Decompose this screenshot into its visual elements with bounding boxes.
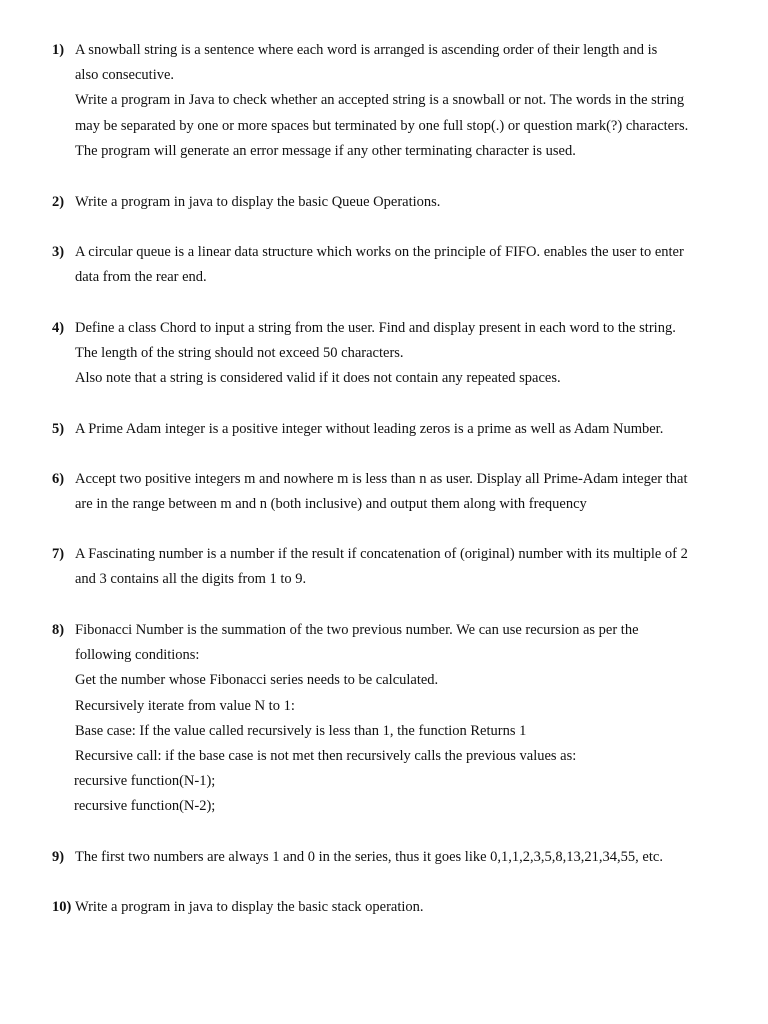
question-text xyxy=(75,542,742,592)
question-line: The length of the string should not exceed 50 characters. xyxy=(75,345,404,362)
question-line: Write a program in java to display the basic Queue Operations. xyxy=(75,194,441,210)
question-text xyxy=(75,38,742,164)
question-line: Also note that a string is considered valid if it does not contain any repeated spaces. xyxy=(75,370,561,387)
question-text xyxy=(75,240,742,290)
question-number: 9) xyxy=(52,849,65,865)
question-line: recursive function(N-2); xyxy=(74,798,216,815)
question-number: 3) xyxy=(52,244,65,260)
question-number: 8) xyxy=(52,622,65,638)
question-line: and 3 contains all the digits from 1 to 9. xyxy=(75,571,307,588)
question-number: 7) xyxy=(52,546,65,562)
question-text xyxy=(75,845,742,870)
question-line: A Prime Adam integer is a positive integer without leading zeros is a prime as well as Adam Number. xyxy=(75,421,664,437)
question-line: Base case: If the value called recursively is less than 1, the function Returns 1 xyxy=(75,722,527,739)
question-line: Write a program in Java to check whether an accepted string is a snowball or not. The words in the string xyxy=(75,92,685,109)
question-line: Define a class Chord to input a string from the user. Find and display present in each word to the string. xyxy=(75,320,676,336)
question-text xyxy=(75,316,742,392)
question-line: Fibonacci Number is the summation of the two previous number. We can use recursion as per the xyxy=(75,622,639,638)
question-line: following conditions: xyxy=(75,647,200,664)
question-text xyxy=(75,190,742,215)
question-text xyxy=(75,467,742,517)
question-line: Get the number whose Fibonacci series needs to be calculated. xyxy=(75,672,439,689)
question-line: Accept two positive integers m and nowhere m is less than n as user. Display all Prime-Adam integer that xyxy=(75,471,688,487)
question-number: 10) xyxy=(52,899,72,915)
question-line: A snowball string is a sentence where each word is arranged is ascending order of their length and is xyxy=(75,42,658,58)
question-number: 6) xyxy=(52,471,65,487)
question-text xyxy=(75,417,742,442)
question-line: A circular queue is a linear data structure which works on the principle of FIFO. enables the user to enter xyxy=(75,244,684,260)
question-text xyxy=(75,895,742,920)
question-line: also consecutive. xyxy=(75,67,175,84)
question-number: 2) xyxy=(52,194,65,210)
question-number: 4) xyxy=(52,320,65,336)
question-line: Write a program in java to display the basic stack operation. xyxy=(75,899,424,915)
question-line: Recursively iterate from value N to 1: xyxy=(75,697,295,714)
question-line: The program will generate an error message if any other terminating character is used. xyxy=(75,142,576,159)
question-line: recursive function(N-1); xyxy=(74,773,216,790)
question-line: data from the rear end. xyxy=(75,269,207,286)
question-line: The first two numbers are always 1 and 0 in the series, thus it goes like 0,1,1,2,3,5,8,13,21,34,55, etc. xyxy=(75,849,663,865)
question-line: Recursive call: if the base case is not met then recursively calls the previous values as: xyxy=(75,748,577,765)
question-number: 1) xyxy=(52,42,65,58)
question-line: may be separated by one or more spaces but terminated by one full stop(.) or question mark(?) characters. xyxy=(75,117,689,134)
question-line: are in the range between m and n (both inclusive) and output them along with frequency xyxy=(75,496,587,513)
question-line: A Fascinating number is a number if the result if concatenation of (original) number with its multiple of 2 xyxy=(75,546,688,562)
question-number: 5) xyxy=(52,421,65,437)
question-text xyxy=(75,618,742,820)
